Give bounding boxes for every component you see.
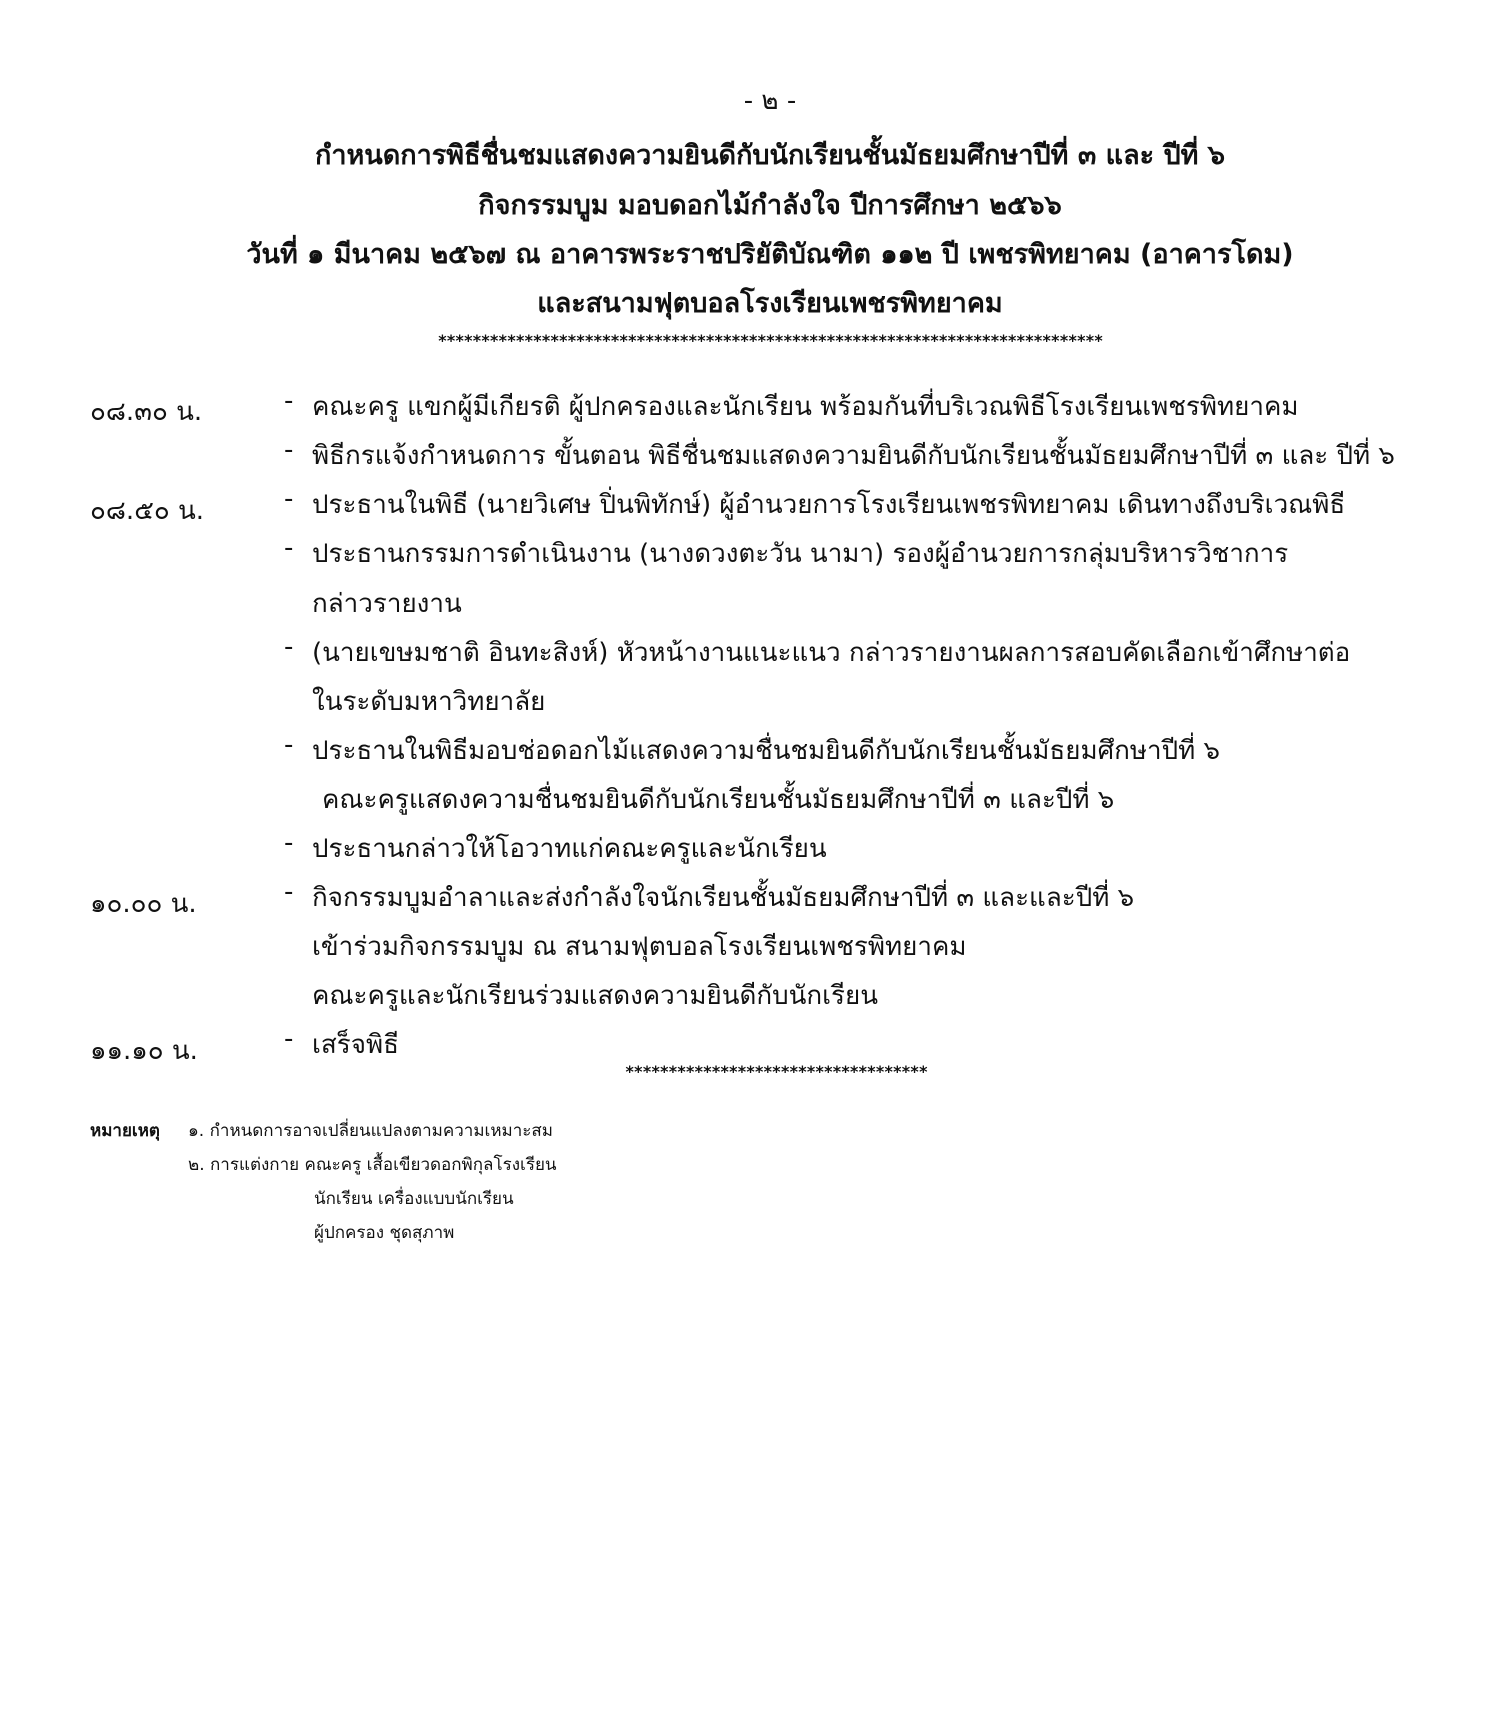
schedule-item-teachers-congratulate: คณะครูแสดงความชื่นชมยินดีกับนักเรียนชั้นมัธยมศึกษาปีที่ ๓ และปีที่ ๖ <box>322 785 1115 815</box>
schedule-dash: - <box>284 730 294 760</box>
schedule-item-gathering: คณะครู แขกผู้มีเกียรติ ผู้ปกครองและนักเรียน พร้อมกันที่บริเวณพิธีโรงเรียนเพชรพิทยาคม <box>312 392 1299 422</box>
schedule-dash: - <box>284 1024 294 1054</box>
note-1: ๑. กำหนดการอาจเปลี่ยนแปลงตามความเหมาะสม <box>188 1121 554 1141</box>
schedule-time-0830: ๐๘.๓๐ น. <box>90 397 203 427</box>
schedule-item-guidance-report: (นายเขษมชาติ อินทะสิงห์) หัวหน้างานแนะแนว กล่าวรายงานผลการสอบคัดเลือกเข้าศึกษาต่อ <box>312 638 1351 668</box>
schedule-time-1110: ๑๑.๑๐ น. <box>90 1036 198 1066</box>
schedule-dash: - <box>284 533 294 563</box>
note-2-students: นักเรียน เครื่องแบบนักเรียน <box>314 1189 514 1209</box>
schedule-time-0850: ๐๘.๕๐ น. <box>90 496 205 526</box>
note-2-parents: ผู้ปกครอง ชุดสุภาพ <box>314 1223 455 1243</box>
schedule-item-flower-presentation: ประธานในพิธีมอบช่อดอกไม้แสดงความชื่นชมยินดีกับนักเรียนชั้นมัธยมศึกษาปีที่ ๖ <box>312 736 1220 766</box>
schedule-item-end: เสร็จพิธี <box>312 1030 399 1060</box>
schedule-dash: - <box>284 484 294 514</box>
separator-bottom: *********************************** <box>624 1062 928 1081</box>
schedule-dash: - <box>284 632 294 662</box>
schedule-item-guidance-report-cont: ในระดับมหาวิทยาลัย <box>312 687 546 717</box>
schedule-item-committee-report-cont: กล่าวรายงาน <box>312 589 462 619</box>
schedule-item-announce: พิธีกรแจ้งกำหนดการ ขั้นตอน พิธีชื่นชมแสดงความยินดีกับนักเรียนชั้นมัธยมศึกษาปีที่ ๓ และ ปีที่ ๖ <box>312 441 1395 471</box>
schedule-item-chairman-speech: ประธานกล่าวให้โอวาทแก่คณะครูและนักเรียน <box>312 834 827 864</box>
schedule-dash: - <box>284 386 294 416</box>
title-line-2: กิจกรรมบูม มอบดอกไม้กำลังใจ ปีการศึกษา ๒๕๖๖ <box>478 190 1062 221</box>
schedule-dash: - <box>284 828 294 858</box>
separator-top: ***************************************************************************** <box>437 331 1103 350</box>
schedule-item-committee-report: ประธานกรรมการดำเนินงาน (นางดวงตะวัน นามา) รองผู้อำนวยการกลุ่มบริหารวิชาการ <box>312 539 1289 569</box>
title-line-1: กำหนดการพิธีชื่นชมแสดงความยินดีกับนักเรียนชั้นมัธยมศึกษาปีที่ ๓ และ ปีที่ ๖ <box>314 140 1226 171</box>
schedule-item-chairman-arrives: ประธานในพิธี (นายวิเศษ ปิ่นพิทักษ์) ผู้อำนวยการโรงเรียนเพชรพิทยาคม เดินทางถึงบริเวณพิธี <box>312 490 1346 520</box>
schedule-dash: - <box>284 435 294 465</box>
schedule-dash: - <box>284 877 294 907</box>
title-line-3: วันที่ ๑ มีนาคม ๒๕๖๗ ณ อาคารพระราชปริยัติบัณฑิต ๑๑๒ ปี เพชรพิทยาคม (อาคารโดม) <box>246 239 1294 270</box>
note-2: ๒. การแต่งกาย คณะครู เสื้อเขียวดอกพิกุลโรงเรียน <box>188 1155 557 1175</box>
schedule-item-boom-activity: กิจกรรมบูมอำลาและส่งกำลังใจนักเรียนชั้นมัธยมศึกษาปีที่ ๓ และและปีที่ ๖ <box>312 883 1135 913</box>
schedule-time-1000: ๑๐.๐๐ น. <box>90 889 197 919</box>
schedule-item-boom-location: เข้าร่วมกิจกรรมบูม ณ สนามฟุตบอลโรงเรียนเพชรพิทยาคม <box>312 932 967 962</box>
title-line-4: และสนามฟุตบอลโรงเรียนเพชรพิทยาคม <box>537 288 1003 319</box>
page-number: - ๒ - <box>743 86 797 116</box>
notes-label: หมายเหตุ <box>90 1121 160 1141</box>
schedule-item-boom-congratulate: คณะครูและนักเรียนร่วมแสดงความยินดีกับนักเรียน <box>312 981 879 1011</box>
